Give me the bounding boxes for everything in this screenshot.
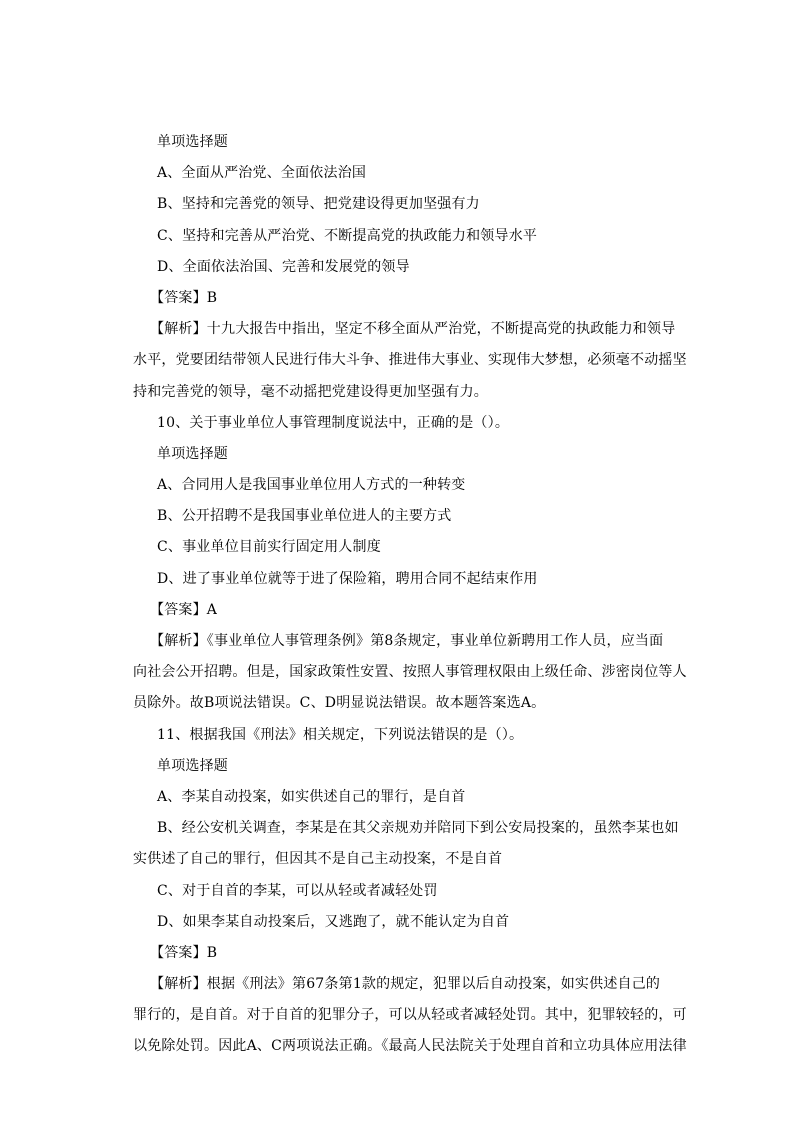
paragraph-line: 水平，党要团结带领人民进行伟大斗争、推进伟大事业、实现伟大梦想，必须毫不动摇坚 <box>133 352 687 369</box>
answer-line: 【答案】A <box>150 601 218 618</box>
paragraph-line: 员除外。故B项说法错误。C、D明显说法错误。故本题答案选A。 <box>133 695 546 712</box>
paragraph-line: B、经公安机关调查，李某是在其父亲规劝并陪同下到公安局投案的，虽然李某也如 <box>157 820 679 837</box>
text-line: D、全面依法治国、完善和发展党的领导 <box>157 258 410 275</box>
option-paragraph <box>133 813 679 875</box>
explanation-paragraph <box>133 626 687 720</box>
answer-line: 【答案】B <box>150 289 218 306</box>
text-line: C、坚持和完善从严治党、不断提高党的执政能力和领导水平 <box>157 227 538 244</box>
explanation-paragraph <box>133 969 687 1063</box>
text-line: A、李某自动投案，如实供述自己的罪行，是自首 <box>157 788 466 805</box>
paragraph-line: 以免除处罚。因此A、C两项说法正确。《最高人民法院关于处理自首和立功具体应用法律 <box>133 1038 687 1055</box>
paragraph-line: 【解析】《事业单位人事管理条例》第8条规定，事业单位新聘用工作人员，应当面 <box>150 633 664 649</box>
text-line: 单项选择题 <box>157 134 228 150</box>
text-line: A、全面从严治党、全面依法治国 <box>157 165 367 182</box>
paragraph-line: 【解析】十九大报告中指出，坚定不移全面从严治党，不断提高党的执政能力和领导 <box>150 321 676 338</box>
text-line: D、如果李某自动投案后，又逃跑了，就不能认定为自首 <box>157 913 510 930</box>
text-line: C、对于自首的李某，可以从轻或者减轻处罚 <box>157 882 438 899</box>
text-line: B、坚持和完善党的领导、把党建设得更加坚强有力 <box>157 196 480 213</box>
document-body <box>133 127 687 1063</box>
text-line: B、公开招聘不是我国事业单位进人的主要方式 <box>157 508 452 525</box>
text-line: 单项选择题 <box>157 757 228 774</box>
text-line: 单项选择题 <box>157 445 228 462</box>
paragraph-line: 持和完善党的领导，毫不动摇把党建设得更加坚强有力。 <box>133 383 488 400</box>
paragraph-line: 【解析】根据《刑法》第67条第1款的规定，犯罪以后自动投案，如实供述自己的 <box>150 976 661 993</box>
text-line: 10、关于事业单位人事管理制度说法中，正确的是（）。 <box>157 414 510 431</box>
text-line: A、合同用人是我国事业单位用人方式的一种转变 <box>157 477 466 494</box>
text-line: C、事业单位目前实行固定用人制度 <box>157 539 381 556</box>
explanation-paragraph <box>133 314 687 408</box>
paragraph-line: 实供述了自己的罪行，但因其不是自己主动投案，不是自首 <box>133 851 503 868</box>
answer-line: 【答案】B <box>150 944 218 961</box>
paragraph-line: 罪行的，是自首。对于自首的犯罪分子，可以从轻或者减轻处罚。其中，犯罪较轻的，可 <box>133 1007 687 1024</box>
text-line: D、进了事业单位就等于进了保险箱，聘用合同不起结束作用 <box>157 570 538 587</box>
paragraph-line: 向社会公开招聘。但是，国家政策性安置、按照人事管理权限由上级任命、涉密岗位等人 <box>133 664 687 681</box>
text-line: 11、根据我国《刑法》相关规定，下列说法错误的是（）。 <box>157 726 524 743</box>
